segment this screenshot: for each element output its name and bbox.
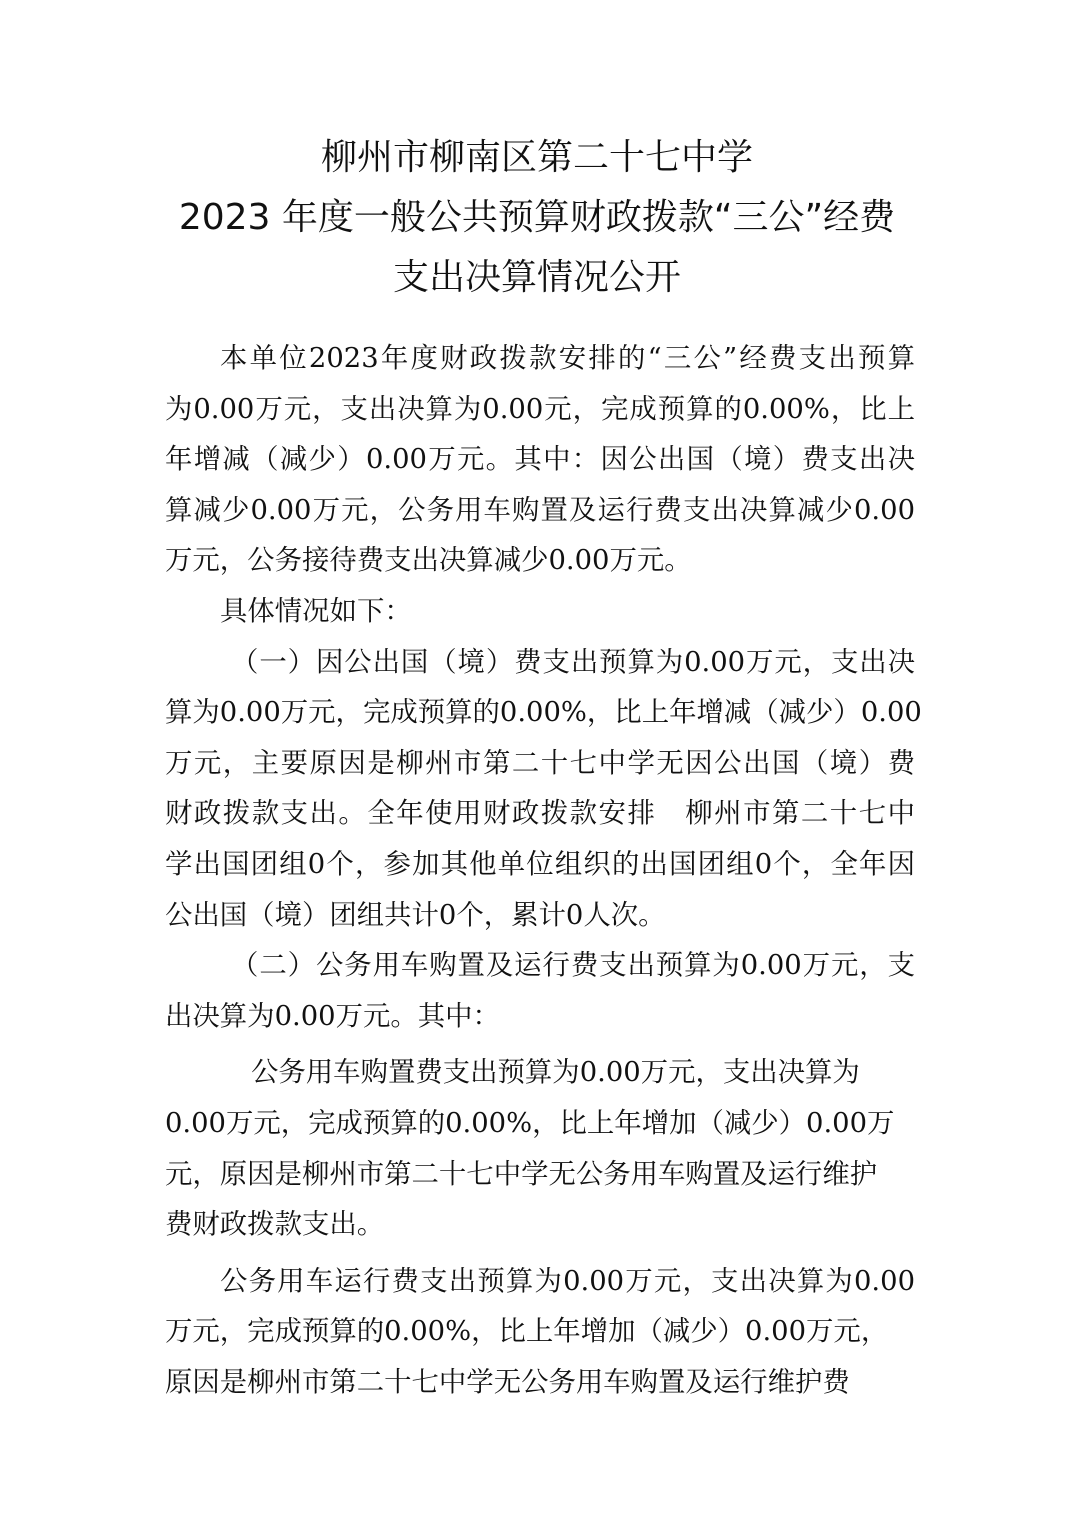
paragraph-line: 为0.00万元，支出决算为0.00元，完成预算的0.00%，比上 xyxy=(165,393,915,425)
paragraph-line: 学出国团组0个，参加其他单位组织的出国团组0个，全年因 xyxy=(165,848,915,880)
paragraph-line: 具体情况如下： xyxy=(220,595,412,627)
document-body xyxy=(165,334,922,1408)
paragraph-line: 万元，主要原因是柳州市第二十七中学无因公出国（境）费 xyxy=(165,747,915,779)
paragraph-line: （二）公务用车购置及运行费支出预算为0.00万元，支 xyxy=(231,950,915,982)
title-line-2: 2023 年度一般公共预算财政拨款“三公”经费 xyxy=(178,197,896,238)
title-line-3: 支出决算情况公开 xyxy=(392,257,681,298)
paragraph-line: 年增减（减少）0.00万元。其中：因公出国（境）费支出决 xyxy=(165,444,915,476)
document-title xyxy=(0,128,1074,308)
paragraph-line: （一）因公出国（境）费支出预算为0.00万元，支出决 xyxy=(231,646,915,678)
paragraph-line: 本单位2023年度财政拨款安排的“三公”经费支出预算 xyxy=(220,343,915,374)
paragraph-line: 公出国（境）团组共计0个，累计0人次。 xyxy=(165,899,666,931)
paragraph-line: 算减少0.00万元，公务用车购置及运行费支出决算减少0.00 xyxy=(165,494,915,526)
paragraph-line: 费财政拨款支出。 xyxy=(165,1209,385,1241)
paragraph-line: 算为0.00万元，完成预算的0.00%，比上年增减（减少）0.00 xyxy=(165,697,922,729)
paragraph-line: 万元，公务接待费支出决算减少0.00万元。 xyxy=(165,545,692,577)
paragraph-line: 出决算为0.00万元。其中： xyxy=(165,1000,500,1032)
paragraph-line: 万元，完成预算的0.00%，比上年增加（减少）0.00万元， xyxy=(165,1316,889,1348)
paragraph-line: 原因是柳州市第二十七中学无公务用车购置及运行维护费 xyxy=(165,1366,850,1398)
paragraph-line: 公务用车购置费支出预算为0.00万元，支出决算为 xyxy=(251,1057,860,1089)
paragraph-line: 0.00万元，完成预算的0.00%，比上年增加（减少）0.00万 xyxy=(165,1107,895,1139)
title-line-1: 柳州市柳南区第二十七中学 xyxy=(320,137,753,178)
paragraph-line: 公务用车运行费支出预算为0.00万元，支出决算为0.00 xyxy=(220,1265,915,1297)
paragraph-line: 元，原因是柳州市第二十七中学无公务用车购置及运行维护 xyxy=(165,1158,878,1190)
paragraph-line: 财政拨款支出。全年使用财政拨款安排 柳州市第二十七中 xyxy=(165,798,915,830)
